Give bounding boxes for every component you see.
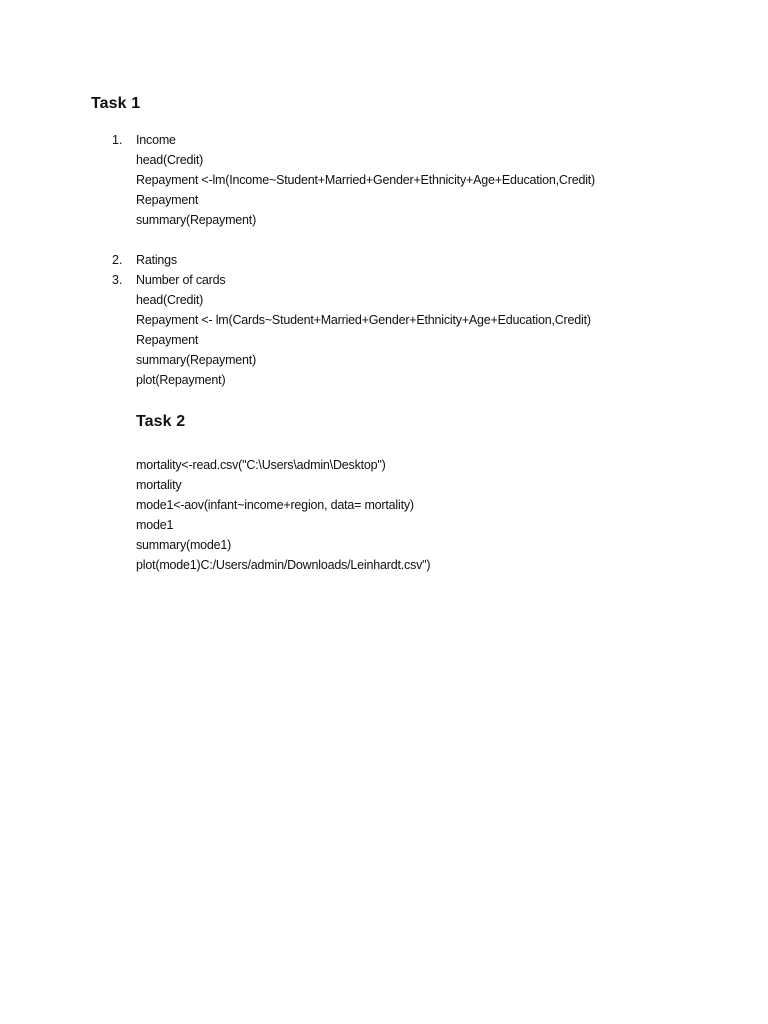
code-line: mortality xyxy=(136,478,182,492)
list-number-2: 2. xyxy=(112,253,123,267)
list-number-1: 1. xyxy=(112,133,123,147)
code-line: summary(Repayment) xyxy=(136,353,257,367)
list-number-3: 3. xyxy=(112,273,123,287)
code-line: Repayment xyxy=(136,333,199,347)
code-line: mortality<-read.csv("C:\Users\admin\Desktop") xyxy=(136,458,386,472)
task1-heading: Task 1 xyxy=(91,95,141,112)
code-line: summary(Repayment) xyxy=(136,213,257,227)
code-line: head(Credit) xyxy=(136,293,204,307)
task2-heading: Task 2 xyxy=(136,413,186,430)
code-line: Repayment <-lm(Income~Student+Married+Gender+Ethnicity+Age+Education,Credit) xyxy=(136,173,596,187)
code-line: plot(Repayment) xyxy=(136,373,226,387)
list-item-income-title: Income xyxy=(136,133,176,147)
code-line: Repayment <- lm(Cards~Student+Married+Gender+Ethnicity+Age+Education,Credit) xyxy=(136,313,591,327)
code-line: head(Credit) xyxy=(136,153,204,167)
list-item-cards-title: Number of cards xyxy=(136,273,226,287)
code-line: Repayment xyxy=(136,193,199,207)
code-line: plot(mode1)C:/Users/admin/Downloads/Leinhardt.csv") xyxy=(136,558,431,572)
code-line: mode1<-aov(infant~income+region, data= mortality) xyxy=(136,498,414,512)
code-line: mode1 xyxy=(136,518,174,532)
list-item-ratings-title: Ratings xyxy=(136,253,177,267)
code-line: summary(mode1) xyxy=(136,538,232,552)
